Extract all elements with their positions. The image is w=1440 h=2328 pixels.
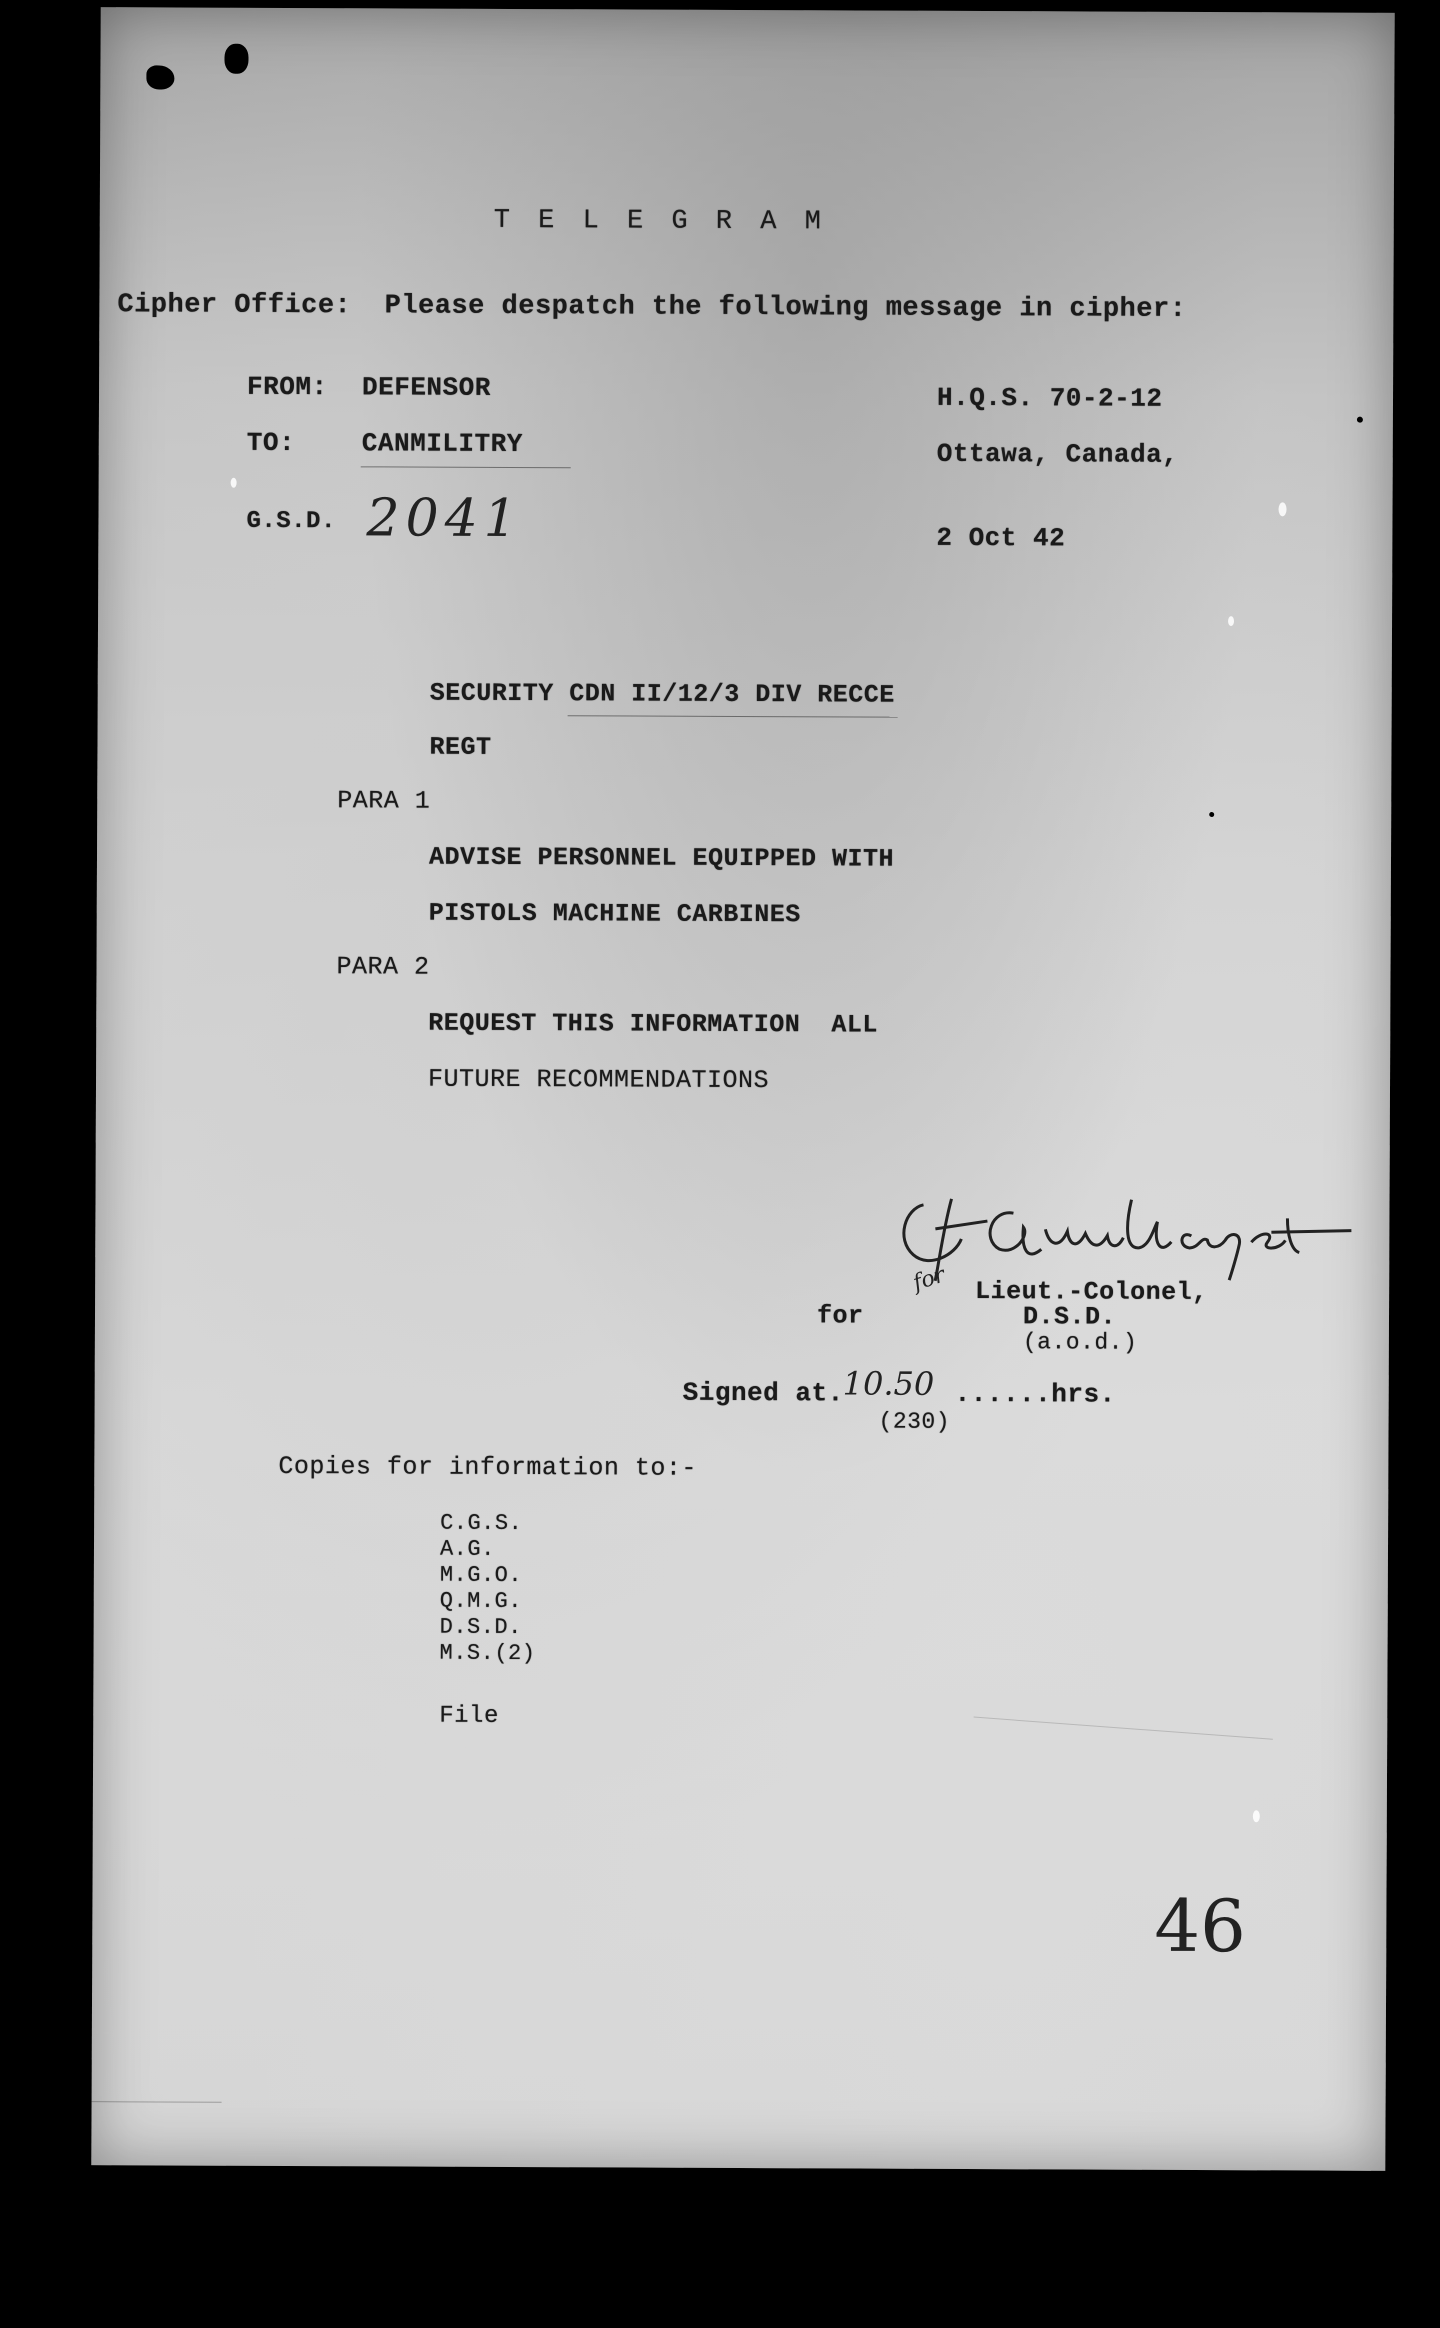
location: Ottawa, Canada, <box>936 438 1179 470</box>
gsd-label: G.S.D. <box>246 507 336 536</box>
copies-file: File <box>439 1702 499 1730</box>
recipient-ag: A.G. <box>439 1536 495 1562</box>
hqs-reference: H.Q.S. 70-2-12 <box>936 382 1163 414</box>
scan-speck <box>1279 502 1287 516</box>
to-value: CANMILITRY <box>361 428 523 460</box>
signed-code: (230) <box>878 1408 951 1435</box>
page-number-handwritten: 46 <box>1154 1883 1247 1969</box>
signatory-rank: Lieut.-Colonel, <box>975 1277 1208 1308</box>
date: 2 Oct 42 <box>936 522 1066 554</box>
telegram-title: T E L E G R A M <box>493 205 827 238</box>
to-label: TO: <box>246 427 296 459</box>
para-1-line-2: PISTOLS MACHINE CARBINES <box>428 898 801 930</box>
para-1-label: PARA 1 <box>337 786 431 816</box>
punch-hole-mark <box>146 65 174 89</box>
scan-speck <box>1253 1810 1260 1822</box>
paper-crease <box>92 2101 222 2103</box>
cipher-instruction: Cipher Office: Please despatch the following message in cipher: <box>117 290 1187 325</box>
gsd-number-handwritten: 2041 <box>366 488 523 550</box>
punch-hole-mark <box>224 44 248 74</box>
subject-line-2: REGT <box>429 732 492 762</box>
from-value: DEFENSOR <box>361 372 491 403</box>
telegram-page <box>91 7 1394 2171</box>
scan-speck <box>231 478 237 488</box>
paper-crease <box>974 1717 1273 1740</box>
signed-hours-suffix: ......hrs. <box>954 1378 1116 1410</box>
subject-underline <box>568 715 898 717</box>
to-underline <box>361 466 571 468</box>
signatory-department: D.S.D. <box>1022 1302 1117 1332</box>
recipient-dsd: D.S.D. <box>439 1614 522 1641</box>
para-2-line-2: FUTURE RECOMMENDATIONS <box>427 1064 770 1096</box>
para-2-line-1: REQUEST THIS INFORMATION ALL <box>428 1008 878 1040</box>
copies-heading: Copies for information to:- <box>278 1451 697 1483</box>
scan-dot <box>1357 417 1363 423</box>
scan-speck <box>1228 616 1234 626</box>
from-label: FROM: <box>246 371 328 403</box>
signed-time-handwritten: 10.50 <box>842 1364 935 1403</box>
for-mark-handwritten: for <box>910 1262 949 1297</box>
signed-at-label: Signed at. <box>682 1377 844 1409</box>
recipient-cgs: C.G.S. <box>440 1510 523 1537</box>
for-label: for <box>816 1301 864 1331</box>
subject-line-1: SECURITY CDN II/12/3 DIV RECCE <box>429 678 895 710</box>
recipient-qmg: Q.M.G. <box>439 1588 523 1615</box>
recipient-ms: M.S.(2) <box>439 1640 536 1667</box>
scan-dot <box>1209 812 1214 817</box>
recipient-mgo: M.G.O. <box>439 1562 523 1589</box>
para-1-line-1: ADVISE PERSONNEL EQUIPPED WITH <box>428 842 895 874</box>
signatory-aod: (a.o.d.) <box>1022 1329 1138 1356</box>
handwritten-signature <box>895 1169 1356 1291</box>
para-2-label: PARA 2 <box>336 952 430 982</box>
